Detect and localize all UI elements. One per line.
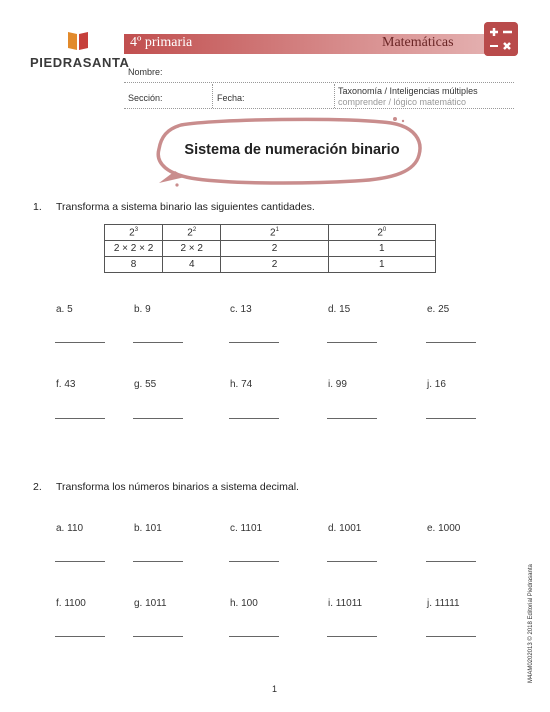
exercise-item: b. 101	[134, 523, 162, 534]
answer-line[interactable]	[327, 636, 377, 637]
answer-line[interactable]	[229, 561, 279, 562]
question-text: Transforma a sistema binario las siguientes cantidades.	[56, 201, 315, 213]
answer-line[interactable]	[426, 636, 476, 637]
binary-table	[104, 224, 436, 273]
question-number: 1.	[33, 201, 42, 213]
brand-logo: PIEDRASANTA	[30, 55, 130, 70]
answer-line[interactable]	[133, 342, 183, 343]
book-logo-icon	[66, 30, 90, 52]
date-label: Fecha:	[217, 93, 245, 103]
name-line	[124, 82, 514, 83]
question-number: 2.	[33, 481, 42, 493]
exercise-item: f. 1100	[56, 598, 86, 609]
grade-label: 4º primaria	[130, 35, 193, 50]
answer-line[interactable]	[426, 561, 476, 562]
answer-line[interactable]	[426, 342, 476, 343]
table-cell: 1	[328, 257, 435, 273]
page-title: Sistema de numeración binario	[184, 142, 400, 158]
section-line	[124, 108, 514, 109]
exercise-item: i. 99	[328, 379, 347, 390]
taxonomy-value: comprender / lógico matemático	[338, 97, 467, 107]
copyright-note	[523, 548, 535, 683]
answer-line[interactable]	[327, 418, 377, 419]
exercise-item: e. 1000	[427, 523, 461, 534]
exercise-item: h. 74	[230, 379, 253, 390]
answer-line[interactable]	[327, 561, 377, 562]
exercise-item: b. 9	[134, 304, 151, 315]
exercise-item: a. 110	[56, 523, 84, 534]
exercise-item: a. 5	[56, 304, 73, 315]
name-label: Nombre:	[128, 67, 163, 77]
exercise-item: h. 100	[230, 598, 258, 609]
table-cell: 2	[221, 241, 328, 257]
answer-line[interactable]	[229, 636, 279, 637]
question-text: Transforma los números binarios a sistema decimal.	[56, 481, 299, 493]
exercise-item: j. 16	[427, 379, 446, 390]
exercise-item: d. 1001	[328, 523, 362, 534]
table-cell: $2^0$	[328, 225, 435, 241]
page-number: 1	[272, 684, 278, 694]
answer-line[interactable]	[133, 418, 183, 419]
answer-line[interactable]	[133, 636, 183, 637]
exercise-item: e. 25	[427, 304, 450, 315]
table-cell: 2 × 2 × 2	[105, 241, 163, 257]
table-cell: 1	[328, 241, 435, 257]
exercise-item: c. 13	[230, 304, 252, 315]
table-cell: 2	[221, 257, 328, 273]
exercise-item: c. 1101	[230, 523, 263, 534]
divider	[334, 84, 335, 108]
divider	[212, 84, 213, 108]
section-label: Sección:	[128, 93, 163, 103]
table-cell: $2^2$	[163, 225, 221, 241]
copyright-text: M4AM0202013 © 2018 Editorial Piedrasanta	[528, 564, 534, 683]
exercise-item: g. 1011	[134, 598, 167, 609]
table-cell: $2^3$	[105, 225, 163, 241]
answer-line[interactable]	[55, 636, 105, 637]
exercise-item: g. 55	[134, 379, 157, 390]
table-cell: $2^1$	[221, 225, 328, 241]
math-operations-icon	[484, 22, 518, 56]
answer-line[interactable]	[229, 418, 279, 419]
answer-line[interactable]	[426, 418, 476, 419]
answer-line[interactable]	[133, 561, 183, 562]
table-cell: 8	[105, 257, 163, 273]
table-cell: 4	[163, 257, 221, 273]
answer-line[interactable]	[55, 418, 105, 419]
answer-line[interactable]	[55, 561, 105, 562]
answer-line[interactable]	[55, 342, 105, 343]
exercise-item: f. 43	[56, 379, 76, 390]
exercise-item: j. 11111	[427, 598, 460, 609]
subject-label: Matemáticas	[382, 35, 454, 50]
table-cell: 2 × 2	[163, 241, 221, 257]
exercise-item: d. 15	[328, 304, 351, 315]
answer-line[interactable]	[229, 342, 279, 343]
exercise-item: i. 11011	[328, 598, 363, 609]
taxonomy-label: Taxonomía / Inteligencias múltiples	[338, 86, 478, 96]
answer-line[interactable]	[327, 342, 377, 343]
